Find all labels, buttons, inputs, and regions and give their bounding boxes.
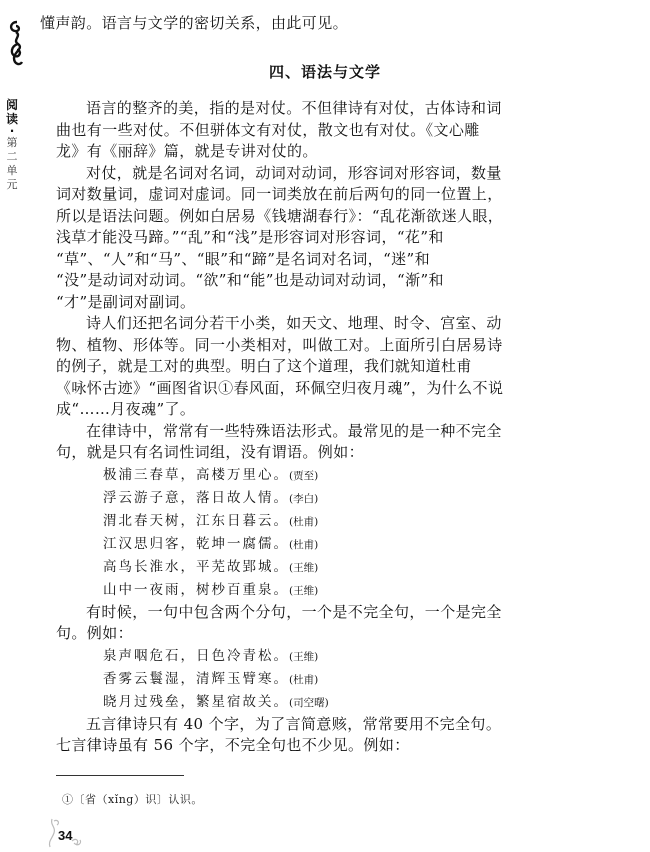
poem-line: 香雾云鬟湿，清辉玉臂寒。(杜甫) xyxy=(103,670,319,687)
text-line: “草”、“人”和“马”、“眼”和“蹄”是名词对名词，“迷”和 xyxy=(56,249,431,268)
poem-line: 极浦三春草，高楼万里心。(贾至) xyxy=(103,466,319,483)
unit-side-label xyxy=(4,98,20,192)
text-line: 龙》有《丽辞》篇，就是专讲对仗的。 xyxy=(56,142,318,160)
continuation-line: 懂声韵。语言与文学的密切关系，由此可见。 xyxy=(40,14,349,32)
poem-line: 浮云游子意，落日故人情。(李白) xyxy=(103,489,319,506)
poem-author: (王维) xyxy=(289,561,319,574)
poem-examples xyxy=(56,645,456,714)
poem-line: 晓月过残垒，繁星宿故关。(司空曙) xyxy=(103,693,329,710)
section-heading: 四、语法与文学 xyxy=(268,63,381,81)
poem-author: (贾至) xyxy=(289,469,319,482)
text-line: 词对数量词，虚词对虚词。同一词类放在前后两句的同一位置上， xyxy=(56,185,503,203)
page-number: 34 xyxy=(58,828,73,843)
poem-author: (王维) xyxy=(289,584,319,597)
paragraph xyxy=(56,602,502,645)
text-line: 的例子，就是工对的典型。明白了这个道理，我们就知道杜甫 xyxy=(56,357,472,375)
poem-examples xyxy=(56,464,456,602)
text-line: 句，就是只有名词性词组，没有谓语。例如： xyxy=(56,443,365,461)
text-line: 有时候，一句中包含两个分句，一个是不完全句，一个是完全 xyxy=(86,602,502,621)
text-line: “才”是副词对副词。 xyxy=(56,292,196,311)
footnote: ①〔省（xǐng）识〕认识。 xyxy=(62,793,203,806)
text-line: 五言律诗只有 40 个字，为了言简意赅，常常要用不完全句。 xyxy=(86,714,502,733)
side-label-char: 二 xyxy=(6,150,18,163)
text-line: 七言律诗虽有 56 个字，不完全句也不少见。例如： xyxy=(56,736,410,754)
paragraph xyxy=(56,98,502,163)
paragraph xyxy=(56,714,502,757)
side-label-char: 第 xyxy=(6,136,18,149)
poem-author: (杜甫) xyxy=(289,538,319,551)
text-line: 曲也有一些对仗。不但骈体文有对仗，散文也有对仗。《文心雕 xyxy=(56,120,480,139)
text-line: 句。例如： xyxy=(56,624,134,642)
poem-author: (王维) xyxy=(289,650,319,663)
text-line: 对仗，就是名词对名词，动词对动词，形容词对形容词，数量 xyxy=(86,163,502,182)
text-line: 成“……月夜魂”了。 xyxy=(56,400,196,418)
text-line: 浅草才能没马蹄。”“乱”和“浅”是形容词对形容词，“花”和 xyxy=(56,228,444,246)
poem-line: 山中一夜雨，树杪百重泉。(王维) xyxy=(103,581,319,598)
poem-line: 江汉思归客，乾坤一腐儒。(杜甫) xyxy=(103,535,319,552)
side-label-dot: · xyxy=(9,124,15,138)
side-label-reading: 阅读 xyxy=(5,98,18,126)
text-line: 《咏怀古迹》“画图省识①春风面，环佩空归夜月魂”，为什么不说 xyxy=(56,378,504,397)
side-label-char: 元 xyxy=(6,178,18,191)
text-line: “没”是动词对动词。“欲”和“能”也是动词对动词，“渐”和 xyxy=(56,271,444,289)
text-line: 语言的整齐的美，指的是对仗。不但律诗有对仗，古体诗和词 xyxy=(86,99,502,117)
poem-author: (杜甫) xyxy=(289,673,319,686)
poem-line: 渭北春天树，江东日暮云。(杜甫) xyxy=(103,512,319,529)
paragraph xyxy=(56,313,504,421)
paragraph xyxy=(56,421,502,464)
poem-author: (李白) xyxy=(289,492,319,505)
body-text xyxy=(56,98,504,757)
text-line: 所以是语法问题。例如白居易《钱塘湖春行》：“乱花渐欲迷人眼， xyxy=(56,206,504,225)
side-label-char: 单 xyxy=(6,164,18,177)
footnote-divider xyxy=(56,775,184,776)
text-line: 物、植物、形体等。同一小类相对，叫做工对。上面所引白居易诗 xyxy=(56,335,503,354)
poem-line: 泉声咽危石，日色冷青松。(王维) xyxy=(103,647,319,664)
poem-author: (司空曙) xyxy=(289,696,329,709)
poem-author: (杜甫) xyxy=(289,515,319,528)
text-line: 诗人们还把名词分若干小类，如天文、地理、时令、宫室、动 xyxy=(86,314,502,332)
text-line: 在律诗中，常常有一些特殊语法形式。最常见的是一种不完全 xyxy=(86,421,502,440)
poem-line: 高鸟长淮水，平芜故郢城。(王维) xyxy=(103,558,319,575)
paragraph xyxy=(56,163,504,314)
